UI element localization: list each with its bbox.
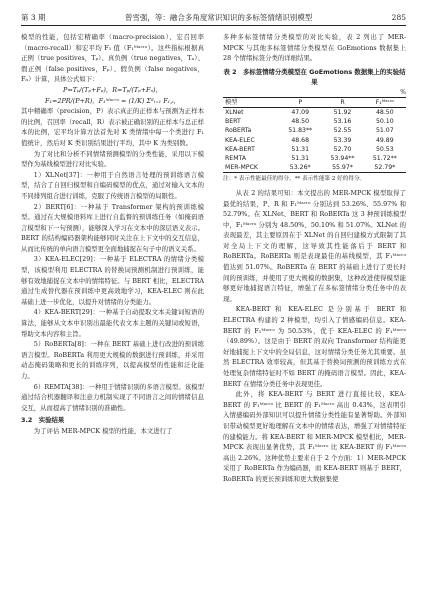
table-row [223,107,406,117]
formula: P=Tₚ/(Tₚ+Fₚ)，R=Tₚ/(Tₚ+Fₙ)， [63,85,162,94]
table-row [223,117,406,126]
value-cell: 52.55 [333,127,352,135]
paragraph: 从表 2 的结果可知：本文提出的 MER-MPCK 模型取得了最优的结果，P、R 和 F₁ᴹᵃᶜʳᵒ 分别达到 53.26%、55.97% 和 52.79%。在 XLNet、BERT 和 RoBERTa 这 3 种预训练模型中，F₁ᴹᵃᶜʳᵒ 分别为 48.50%、50.10% 和 51.07%。XLNet 的表现最差，其主要原因在于 XLNet 的自回归建模方式限制了其对全局上下文的理解，这导致其性能落后于 BERT 和 RoBERTa。RoBERTa 则是表现最佳的基线模型，其 F₁ᴹᵃᶜʳᵒ 值达到 51.07%。RoBERTa 在 BERT 的基础上进行了更长时间的预训练，并使用了更大规模的数据集，这种改进使得模型能够更好地捕捉语言特征，增强了在多标签情绪分类任务中的表现。 [223,188,406,303]
paragraph: 5）RoBERTa[8]：一种在 BERT 基础上进行改进的预训练语言模型。RoBERTa 利用更大规模的数据进行预训练，并采用动态掩码策略和更长的训练序列，以提高模型的性能和泛化能力。 [21,340,204,380]
paragraph: 其中精确率（precision，P）表示真正的正样本与预测为正样本的比例，召回率（recall，R）表示被正确识别的正样本与总正样本的比例，宏平均计算方法首先对 K 类情绪中每一个类进行 F₁ 值统计，然后对 K 类识别结果进行平均，其中 K 为类别数。 [21,107,204,147]
model-cell: BERT [225,118,241,126]
issue-number: 第 3 期 [21,12,46,22]
model-cell: KEA-ELEC [225,136,255,144]
paragraph: 2）BERT[6]：一种基于 Transformer 架构的预训练模型。通过在大规模语料库上进行自监督的预训练任务（如掩码语言模型和下一句预测），能够深入学习在文本中的深层语义表示。BERT 的结构编码器架构能够同时关注在上下文中的交互信息，从而比传统的单向语言模型更全面地捕捉在句子中的语义关系。 [21,202,204,253]
right-column [223,32,406,485]
paragraph: 3）KEA-ELEC[29]：一种基于 ELECTRA 的情绪分类模型，该模型利用 ELECTRA 的替换词预测机制进行预训练，能够有效地捕捉在文本中的情绪特征。与 BERT 相比，ELECTRA 通过生成替代器在预训练中更高效地学习，KEA-ELEC 则在此基础上进一步优化，以提升对情绪的分类能力。 [21,255,204,306]
page-number: 285 [391,12,406,22]
paragraph: 此外，将 KEA-BERT 与 BERT 进行直接比较，KEA-BERT 的 F₁ᴹᵃᶜʳᵒ 比 BERT 的 F₁ᴹᵃᶜʳᵒ 高出 0.43%，这表明引入情感编码外部知识可以提升情绪分类性能有显著帮助。外部知识带动模型更好地理解在文本中的情绪表达，增强了对情绪特征的建模能力。将 KEA-BERT 和 MER-MPCK 模型相比，MER-MPCK 表现出显著优势，其 F₁ᴹᵃᶜʳᵒ 比 KEA-BERT 的 F₁ᴹᵃᶜʳᵒ 高出 2.26%。这种优势主要来自于 2 个方面：1）MER-MPCK 采用了 RoBERTa 作为编码器，而 KEA-BERT 则基于 BERT，RoBERTa 的更长预训练和更大数据集使 [223,390,406,483]
value-cell: 48.68 [291,136,310,144]
formula: F₁=2PR/(P+R)，F₁ᴹᵃᶜʳᵒ = (1/K) Σᴷᵢ₌₁ F₁,ᵢ， [45,96,180,105]
column-header: R [340,98,345,106]
table-caption: 表 2 多标签情绪分类模型在 GoEmotions 数据集上的实验结果 [223,67,406,86]
paragraph: 1）XLNet[37]：一种用于自然语言处理的预训练语言模型，结合了自回归模型和自编码模型的优点，通过对输入文本的不同排列组合进行训练，克服了传统语言模型的局限性。 [21,170,204,200]
paragraph: 为了评估 MER-MPCK 模型的性能，本文进行了 [33,426,173,435]
value-cell: 53.39 [333,136,352,144]
model-cell: REMTA [225,155,247,162]
value-cell: 50.53 [375,145,394,153]
header-rule [21,25,406,26]
value-cell: 48.50 [291,118,310,126]
running-header [21,10,406,24]
paragraph: 模型的性能，包括宏精确率（macro-precision）、宏召回率（macro-recall）和宏平均 F₁ 值（F₁ᴹᵃᶜʳᵒ）。这些指标根据真正例（true positives，Tₚ）、真负例（true negatives，Tₙ）、假正例（false positives，Fₚ）、假负例（false negatives，Fₙ）计算，具体公式如下： [21,33,204,84]
table-unit: % [400,88,406,96]
paragraph: 4）KEA-BERT[29]：一种基于自动提取文本关键词短语的算法，能够从文本中识别出最能代表文本主题的关键词或短语，帮助文本内容和主旨。 [21,308,204,338]
value-cell: 53.26* [289,164,311,172]
column-header: F₁ᴹᵃᶜʳᵒ [375,98,394,106]
paragraph: 6）REMTA[38]：一种用于情绪识别的多语言模型。该模型通过结合机器翻译和注意力机制实现了不同语言之间的情绪信息交互，从而提高了情绪识别的准确性。 [21,382,204,412]
value-cell: 53.16 [333,118,352,126]
table-row [223,163,406,173]
value-cell: 51.92 [333,108,352,116]
value-cell: 51.72** [372,155,397,162]
value-cell: 50.10 [375,118,394,126]
paragraph: KEA-BERT 和 KEA-ELEC 是分别基于 BERT 和 ELECTRA 构建的 2 种模型，均引入了情感编码信息。KEA-BERT 的 F₁ᴹᵃᶜʳᵒ 为 50.53%，优于 KEA-ELEC 的 F₁ᴹᵃᶜʳᵒ（49.89%）。这是由于 BERT 的双向 Transformer 结构能更好地捕捉上下文中的全局信息，这对情绪分类任务尤其重要。虽然 ELECTRA 效率较高，但其基于替换词预测的预训练方式在处理复杂情绪特征时不如 BERT 的掩码语言模型。因此，KEA-BERT 在情绪分类任务中表现更佳。 [223,305,406,388]
value-cell: 49.89 [375,136,394,144]
column-header: P [298,98,303,106]
value-cell: 51.07 [375,127,394,135]
model-cell: XLNet [225,108,244,116]
table-header-row [223,97,406,107]
left-column [21,32,204,437]
table-row [223,154,406,163]
results-table [223,97,406,174]
model-cell: MER-MPCK [225,164,258,172]
value-cell: 52.70 [333,145,352,153]
column-header: 模型 [225,98,238,106]
model-cell: RoBERTa [225,127,252,135]
value-cell: 51.83** [288,127,313,135]
running-title: 曾雪强，等：融合多角度常识知识的多标签情绪识别模型 [124,12,313,22]
model-cell: KEA-BERT [225,145,255,153]
paragraph: 为了对比和分析不同情绪预测模型的分类性能，采用以下模型作为基线模型进行对比实验。 [21,149,204,169]
value-cell: 47.09 [291,108,310,116]
value-cell: 55.97* [332,164,353,172]
section-heading: 3.2 实验结果 [21,416,65,425]
table-row [223,145,406,154]
table-row [223,136,406,145]
value-cell: 51.31 [291,145,310,153]
value-cell: 51.31 [291,155,310,162]
value-cell: 53.94** [330,155,355,162]
table-row [223,126,406,135]
table-note: 注：* 表示性能最佳的得分，** 表示性能第 2 好的得分。 [223,176,366,183]
paragraph: 多种多标签情绪分类模型的对比实验，表 2 列出了 MER-MPCK 与其他多标签情绪分类模型在 GoEmotions 数据集上 28 个情绪标签分类的详细结果。 [223,33,406,63]
value-cell: 52.79* [374,164,396,172]
value-cell: 48.50 [375,108,394,116]
